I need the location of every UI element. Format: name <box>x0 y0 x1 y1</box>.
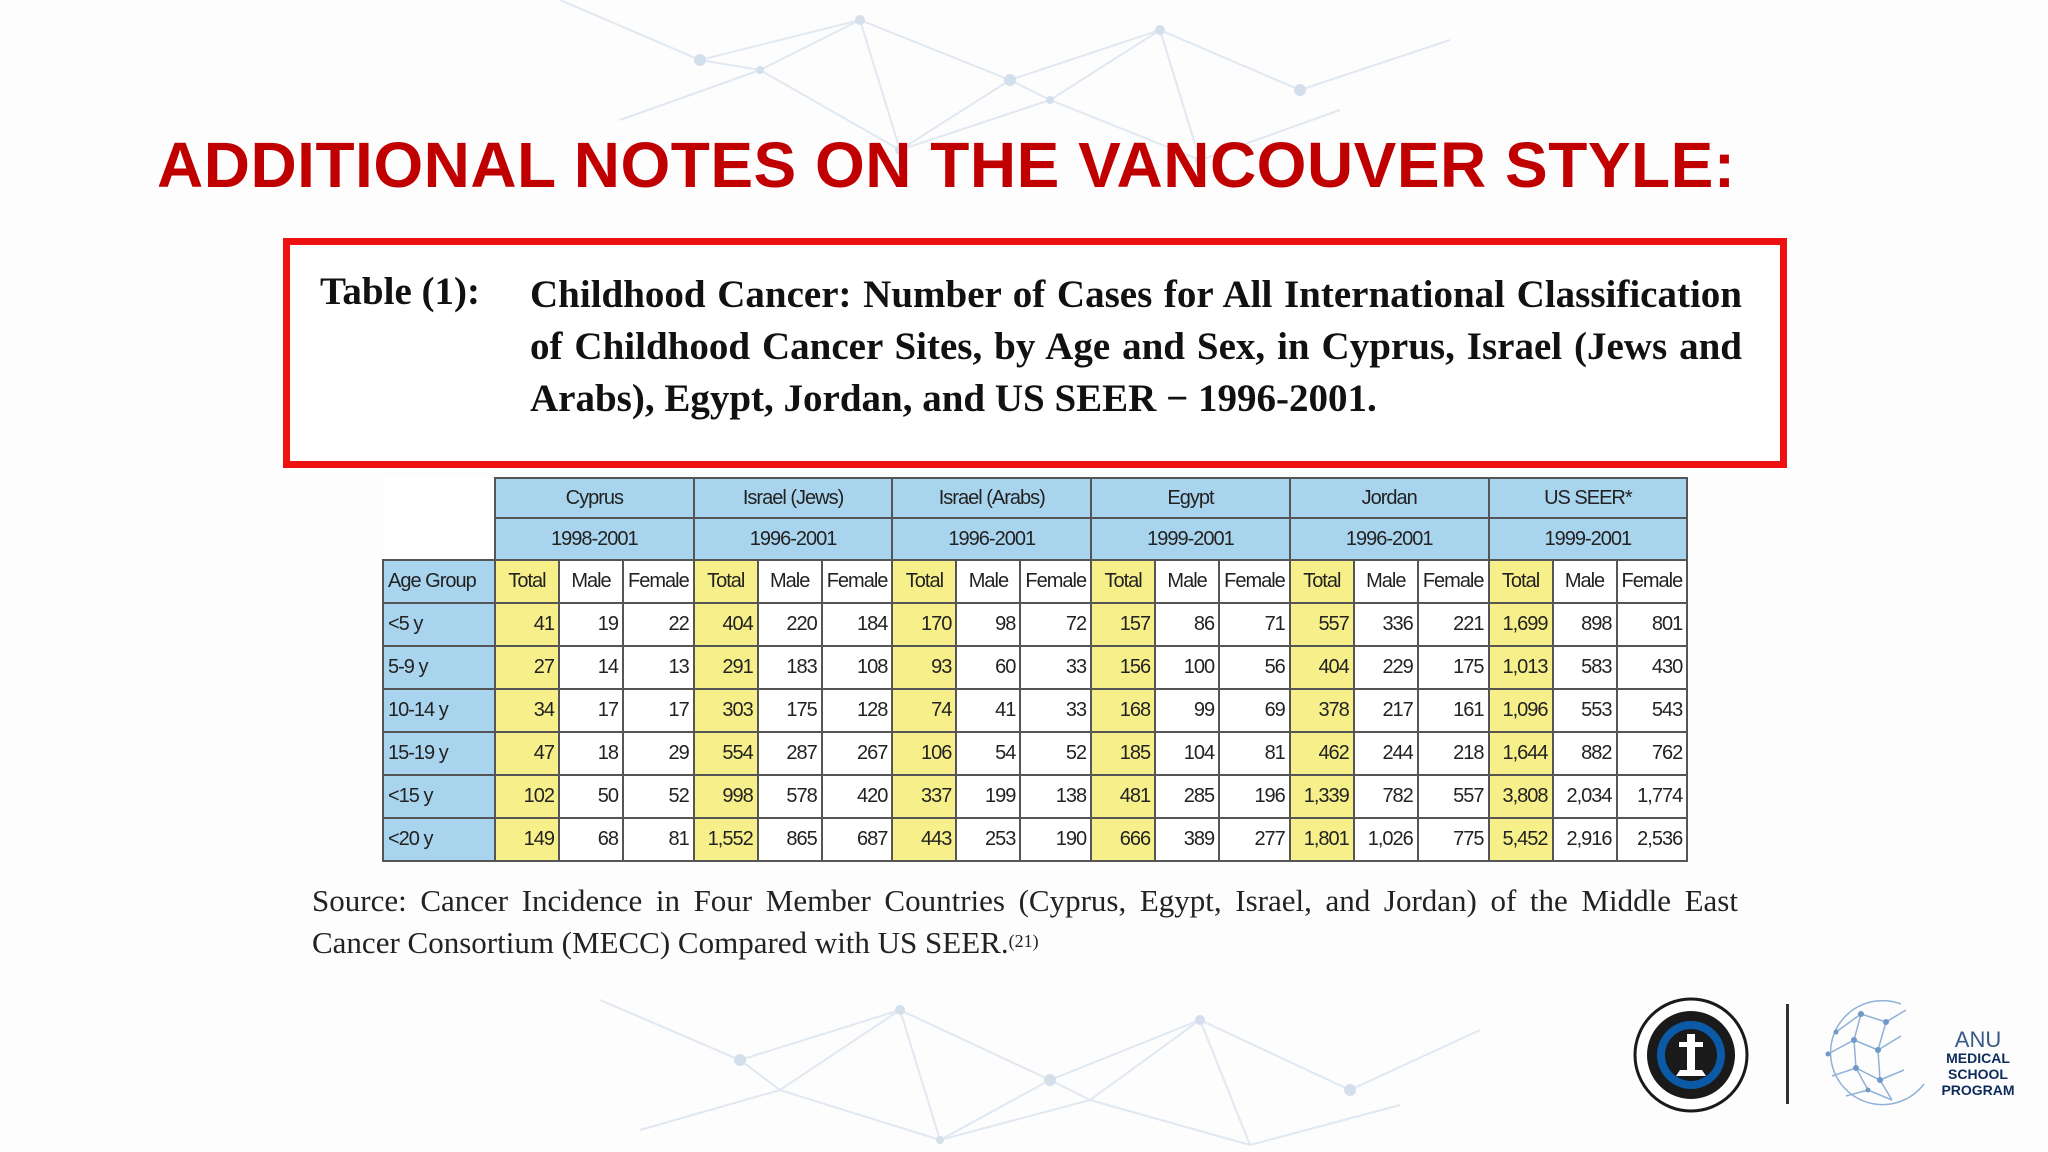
age-group-cell: 15-19 y <box>383 732 495 775</box>
case-count-cell: 185 <box>1091 732 1155 775</box>
case-count-cell: 72 <box>1020 603 1091 646</box>
case-count-cell: 865 <box>758 818 822 861</box>
case-count-cell: 81 <box>1219 732 1290 775</box>
case-count-cell: 149 <box>495 818 559 861</box>
country-years: 1996-2001 <box>1290 518 1489 560</box>
table-body <box>383 603 1687 861</box>
source-reference: (21) <box>1008 931 1039 951</box>
case-count-cell: 217 <box>1354 689 1418 732</box>
sex-subheader-female: Female <box>822 560 893 603</box>
table-caption-box <box>283 238 1787 468</box>
sex-subheader-male: Male <box>1155 560 1219 603</box>
case-count-cell: 443 <box>892 818 956 861</box>
case-count-cell: 1,801 <box>1290 818 1354 861</box>
case-count-cell: 60 <box>956 646 1020 689</box>
case-count-cell: 99 <box>1155 689 1219 732</box>
case-count-cell: 5,452 <box>1489 818 1553 861</box>
case-count-cell: 775 <box>1418 818 1489 861</box>
case-count-cell: 221 <box>1418 603 1489 646</box>
sex-subheader-total: Total <box>1489 560 1553 603</box>
source-text: Source: Cancer Incidence in Four Member Countries (Cyprus, Egypt, Israel, and Jordan) of the Middle East Cancer Consortium (MECC) Compared with US SEER. <box>312 883 1738 960</box>
case-count-cell: 104 <box>1155 732 1219 775</box>
case-count-cell: 47 <box>495 732 559 775</box>
case-count-cell: 100 <box>1155 646 1219 689</box>
sex-subheader-male: Male <box>559 560 623 603</box>
case-count-cell: 267 <box>822 732 893 775</box>
case-count-cell: 898 <box>1553 603 1617 646</box>
caption-label: Table (1): <box>320 270 480 313</box>
case-count-cell: 190 <box>1020 818 1091 861</box>
case-count-cell: 17 <box>559 689 623 732</box>
case-count-cell: 557 <box>1290 603 1354 646</box>
case-count-cell: 138 <box>1020 775 1091 818</box>
case-count-cell: 666 <box>1091 818 1155 861</box>
case-count-cell: 462 <box>1290 732 1354 775</box>
case-count-cell: 1,013 <box>1489 646 1553 689</box>
case-count-cell: 291 <box>694 646 758 689</box>
case-count-cell: 253 <box>956 818 1020 861</box>
case-count-cell: 81 <box>623 818 694 861</box>
case-count-cell: 687 <box>822 818 893 861</box>
case-count-cell: 175 <box>758 689 822 732</box>
case-count-cell: 430 <box>1617 646 1688 689</box>
sex-subheader-total: Total <box>495 560 559 603</box>
case-count-cell: 52 <box>1020 732 1091 775</box>
case-count-cell: 420 <box>822 775 893 818</box>
case-count-cell: 2,034 <box>1553 775 1617 818</box>
case-count-cell: 2,916 <box>1553 818 1617 861</box>
case-count-cell: 54 <box>956 732 1020 775</box>
case-count-cell: 998 <box>694 775 758 818</box>
case-count-cell: 27 <box>495 646 559 689</box>
case-count-cell: 3,808 <box>1489 775 1553 818</box>
case-count-cell: 34 <box>495 689 559 732</box>
country-years: 1998-2001 <box>495 518 694 560</box>
case-count-cell: 183 <box>758 646 822 689</box>
case-count-cell: 41 <box>495 603 559 646</box>
case-count-cell: 106 <box>892 732 956 775</box>
case-count-cell: 157 <box>1091 603 1155 646</box>
case-count-cell: 18 <box>559 732 623 775</box>
sex-subheader-total: Total <box>1290 560 1354 603</box>
anu-globe-logo <box>1806 992 1946 1112</box>
case-count-cell: 1,026 <box>1354 818 1418 861</box>
case-count-cell: 69 <box>1219 689 1290 732</box>
case-count-cell: 50 <box>559 775 623 818</box>
case-count-cell: 29 <box>623 732 694 775</box>
case-count-cell: 303 <box>694 689 758 732</box>
case-count-cell: 199 <box>956 775 1020 818</box>
case-count-cell: 557 <box>1418 775 1489 818</box>
table-source-note <box>312 880 1738 964</box>
case-count-cell: 553 <box>1553 689 1617 732</box>
anu-wordmark-line: ANU <box>1954 1027 2002 1052</box>
slide-title: ADDITIONAL NOTES ON THE VANCOUVER STYLE: <box>157 129 1736 201</box>
country-name: Jordan <box>1290 478 1489 518</box>
case-count-cell: 56 <box>1219 646 1290 689</box>
cancer-cases-table-wrap <box>382 477 1688 862</box>
case-count-cell: 336 <box>1354 603 1418 646</box>
case-count-cell: 22 <box>623 603 694 646</box>
case-count-cell: 782 <box>1354 775 1418 818</box>
age-group-cell: <15 y <box>383 775 495 818</box>
country-years: 1996-2001 <box>694 518 893 560</box>
anu-wordmark-line: SCHOOL <box>1948 1066 2008 1082</box>
case-count-cell: 1,339 <box>1290 775 1354 818</box>
case-count-cell: 74 <box>892 689 956 732</box>
age-group-cell: <5 y <box>383 603 495 646</box>
case-count-cell: 762 <box>1617 732 1688 775</box>
case-count-cell: 578 <box>758 775 822 818</box>
sex-subheader-female: Female <box>1020 560 1091 603</box>
case-count-cell: 68 <box>559 818 623 861</box>
case-count-cell: 17 <box>623 689 694 732</box>
country-years: 1996-2001 <box>892 518 1091 560</box>
table-row <box>383 732 1687 775</box>
case-count-cell: 543 <box>1617 689 1688 732</box>
country-header-row <box>383 478 1687 518</box>
country-name: US SEER* <box>1489 478 1688 518</box>
age-group-cell: 10-14 y <box>383 689 495 732</box>
case-count-cell: 1,774 <box>1617 775 1688 818</box>
case-count-cell: 1,096 <box>1489 689 1553 732</box>
sex-subheader-male: Male <box>956 560 1020 603</box>
case-count-cell: 33 <box>1020 646 1091 689</box>
sex-subheader-female: Female <box>1617 560 1688 603</box>
sex-subheader-female: Female <box>1418 560 1489 603</box>
case-count-cell: 184 <box>822 603 893 646</box>
case-count-cell: 98 <box>956 603 1020 646</box>
case-count-cell: 1,699 <box>1489 603 1553 646</box>
case-count-cell: 161 <box>1418 689 1489 732</box>
anu-wordmark-line: MEDICAL <box>1946 1050 2010 1066</box>
case-count-cell: 389 <box>1155 818 1219 861</box>
sex-subheader-total: Total <box>892 560 956 603</box>
case-count-cell: 287 <box>758 732 822 775</box>
case-count-cell: 1,552 <box>694 818 758 861</box>
sex-subheader-male: Male <box>1553 560 1617 603</box>
country-years: 1999-2001 <box>1489 518 1688 560</box>
footer-logos <box>1610 990 2030 1120</box>
case-count-cell: 244 <box>1354 732 1418 775</box>
case-count-cell: 404 <box>694 603 758 646</box>
case-count-cell: 404 <box>1290 646 1354 689</box>
case-count-cell: 170 <box>892 603 956 646</box>
case-count-cell: 86 <box>1155 603 1219 646</box>
cancer-cases-table <box>382 477 1688 862</box>
case-count-cell: 882 <box>1553 732 1617 775</box>
sex-subheader-total: Total <box>694 560 758 603</box>
case-count-cell: 19 <box>559 603 623 646</box>
case-count-cell: 285 <box>1155 775 1219 818</box>
case-count-cell: 196 <box>1219 775 1290 818</box>
case-count-cell: 583 <box>1553 646 1617 689</box>
case-count-cell: 2,536 <box>1617 818 1688 861</box>
sex-subheader-female: Female <box>623 560 694 603</box>
alexandria-university-seal-logo <box>1616 996 1766 1114</box>
anu-wordmark-line: PROGRAM <box>1941 1082 2015 1098</box>
case-count-cell: 41 <box>956 689 1020 732</box>
caption-text: Childhood Cancer: Number of Cases for All International Classification of Childhood Cancer Sites, by Age and Sex, in Cyprus, Israel (Jews and Arabs), Egypt, Jordan, and US SEER − 1996-2001. <box>530 273 1742 420</box>
country-name: Israel (Jews) <box>694 478 893 518</box>
case-count-cell: 801 <box>1617 603 1688 646</box>
table-row <box>383 603 1687 646</box>
table-row <box>383 818 1687 861</box>
case-count-cell: 13 <box>623 646 694 689</box>
sex-subheader-row <box>383 560 1687 603</box>
sex-subheader-female: Female <box>1219 560 1290 603</box>
case-count-cell: 175 <box>1418 646 1489 689</box>
country-years-row <box>383 518 1687 560</box>
age-group-cell: <20 y <box>383 818 495 861</box>
case-count-cell: 52 <box>623 775 694 818</box>
sex-subheader-male: Male <box>758 560 822 603</box>
header-blank-cell <box>383 478 495 560</box>
case-count-cell: 14 <box>559 646 623 689</box>
age-group-cell: 5-9 y <box>383 646 495 689</box>
logo-divider <box>1786 1004 1789 1104</box>
country-name: Cyprus <box>495 478 694 518</box>
case-count-cell: 229 <box>1354 646 1418 689</box>
case-count-cell: 33 <box>1020 689 1091 732</box>
case-count-cell: 168 <box>1091 689 1155 732</box>
case-count-cell: 102 <box>495 775 559 818</box>
case-count-cell: 108 <box>822 646 893 689</box>
case-count-cell: 128 <box>822 689 893 732</box>
case-count-cell: 220 <box>758 603 822 646</box>
case-count-cell: 337 <box>892 775 956 818</box>
table-row <box>383 689 1687 732</box>
sex-subheader-male: Male <box>1354 560 1418 603</box>
age-group-header: Age Group <box>383 560 495 603</box>
country-years: 1999-2001 <box>1091 518 1290 560</box>
case-count-cell: 481 <box>1091 775 1155 818</box>
case-count-cell: 71 <box>1219 603 1290 646</box>
table-row <box>383 646 1687 689</box>
case-count-cell: 378 <box>1290 689 1354 732</box>
case-count-cell: 156 <box>1091 646 1155 689</box>
sex-subheader-total: Total <box>1091 560 1155 603</box>
country-name: Egypt <box>1091 478 1290 518</box>
case-count-cell: 277 <box>1219 818 1290 861</box>
case-count-cell: 1,644 <box>1489 732 1553 775</box>
case-count-cell: 218 <box>1418 732 1489 775</box>
anu-program-wordmark <box>1930 1027 2026 1098</box>
case-count-cell: 93 <box>892 646 956 689</box>
country-name: Israel (Arabs) <box>892 478 1091 518</box>
table-row <box>383 775 1687 818</box>
case-count-cell: 554 <box>694 732 758 775</box>
